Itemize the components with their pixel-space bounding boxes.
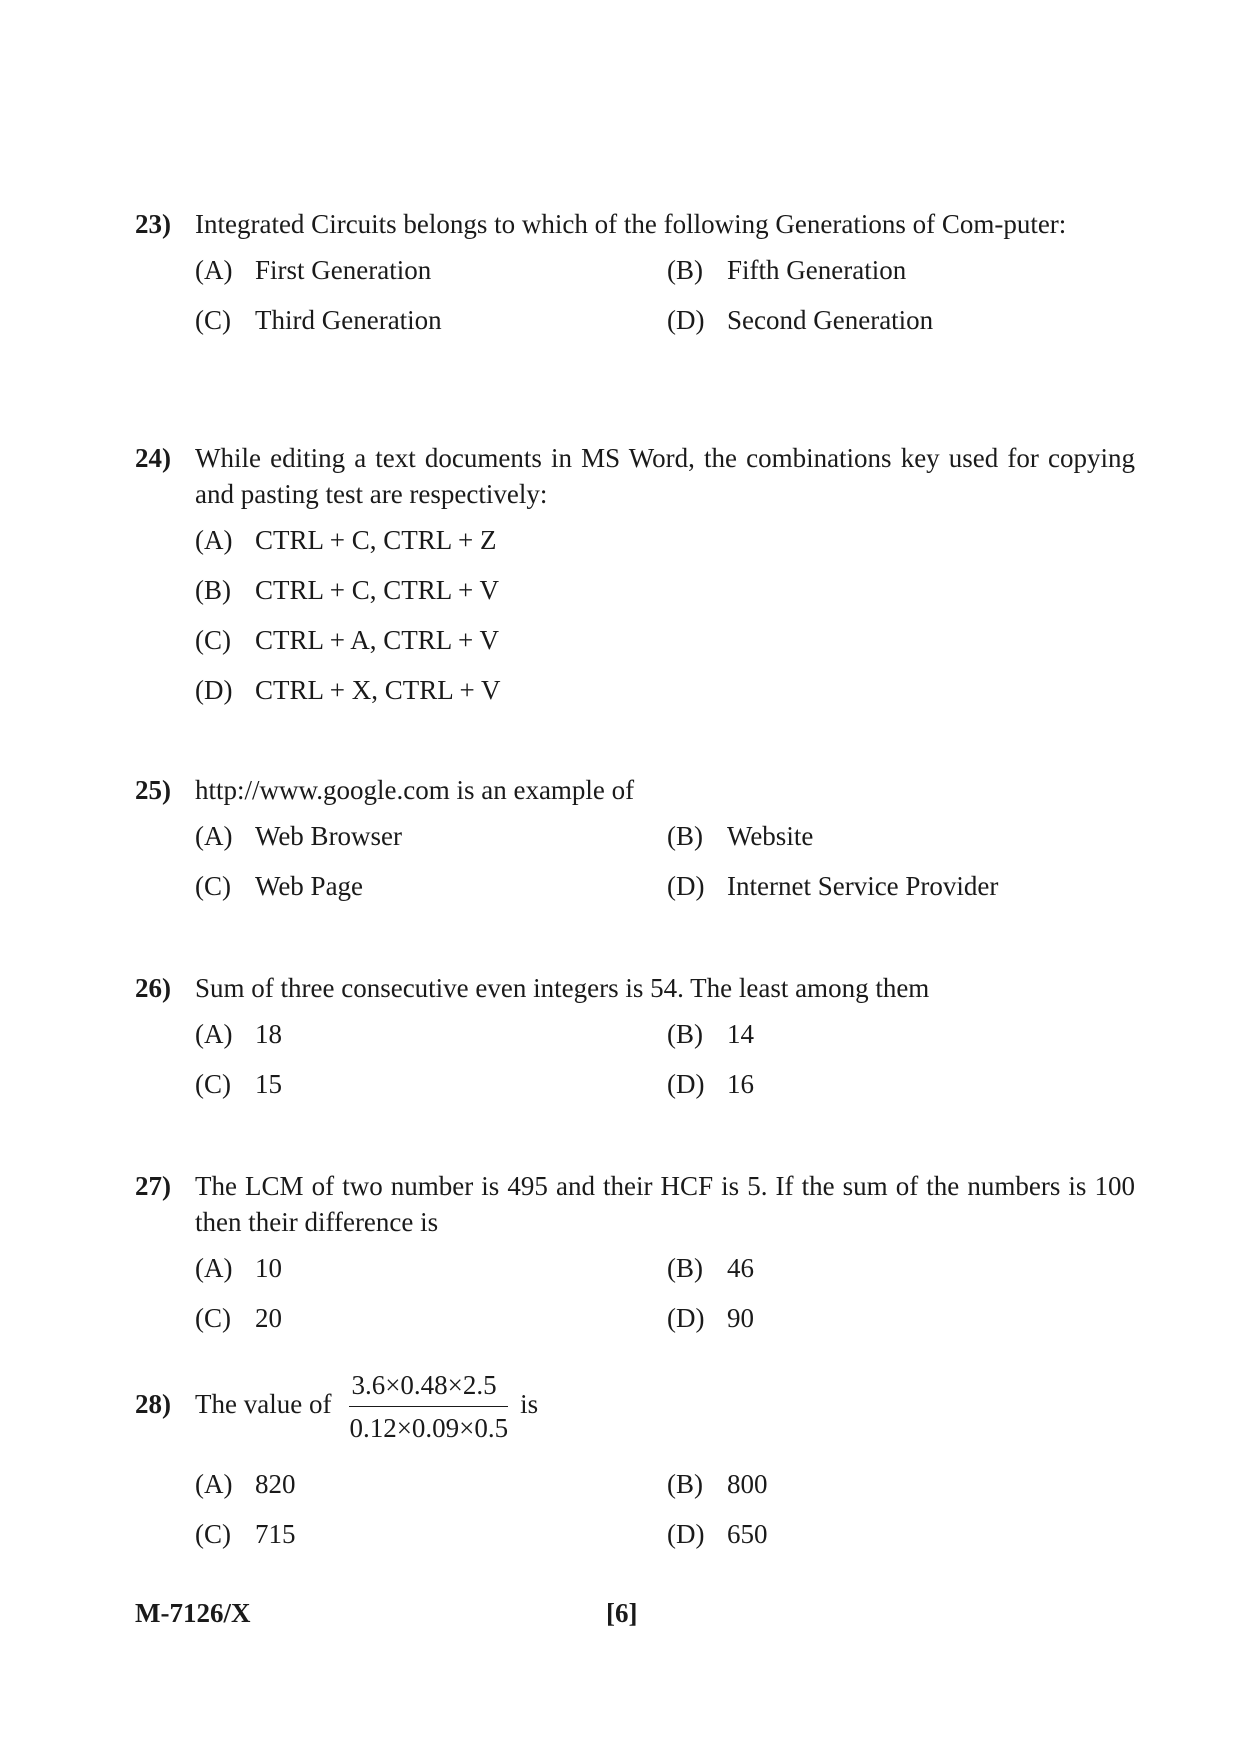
question-28 (135, 1366, 1135, 1566)
option-row (135, 1516, 1135, 1566)
option-row (135, 1066, 1135, 1116)
page-number: [6] (606, 1598, 638, 1628)
option-b[interactable]: (B) 14 (667, 1019, 754, 1049)
option-row (135, 622, 1135, 672)
option-d[interactable]: (D) Internet Service Provider (667, 871, 999, 901)
question-text-before: The value of (195, 1389, 332, 1419)
question-25 (135, 772, 1135, 918)
option-row (135, 1016, 1135, 1066)
fraction-numerator: 3.6×0.48×2.5 (349, 1368, 508, 1407)
footer-code: M-7126/X (135, 1598, 251, 1628)
question-number: 28) (135, 1389, 171, 1419)
fraction (349, 1368, 508, 1445)
question-text: Integrated Circuits belongs to which of the following Generations of Com-puter: (195, 209, 1067, 239)
question-text: Sum of three consecutive even integers is 54. The least among them (195, 973, 930, 1003)
question-stem (135, 1168, 1135, 1240)
option-row (135, 572, 1135, 622)
option-d[interactable]: (D) 650 (667, 1519, 768, 1549)
question-23 (135, 206, 1135, 352)
option-c[interactable]: (C) 20 (195, 1303, 282, 1333)
option-a[interactable]: (A) CTRL + C, CTRL + Z (195, 525, 497, 555)
option-d[interactable]: (D) CTRL + X, CTRL + V (195, 675, 501, 705)
option-b[interactable]: (B) Fifth Generation (667, 255, 907, 285)
option-b[interactable]: (B) 46 (667, 1253, 754, 1283)
option-c[interactable]: (C) Third Generation (195, 305, 442, 335)
question-text-after: is (520, 1389, 539, 1419)
option-row (135, 868, 1135, 918)
option-a[interactable]: (A) First Generation (195, 255, 432, 285)
question-text (195, 1366, 1135, 1445)
question-text: While editing a text documents in MS Word, the combinations key used for copying and pasting test are respectively: (195, 443, 1135, 509)
question-number: 24) (135, 443, 171, 473)
question-number: 27) (135, 1171, 171, 1201)
question-number: 26) (135, 973, 171, 1003)
question-stem (135, 772, 1135, 808)
option-c[interactable]: (C) 15 (195, 1069, 282, 1099)
option-c[interactable]: (C) CTRL + A, CTRL + V (195, 625, 499, 655)
question-text: http://www.google.com is an example of (195, 775, 635, 805)
option-c[interactable]: (C) Web Page (195, 871, 364, 901)
option-b[interactable]: (B) 800 (667, 1469, 768, 1499)
option-d[interactable]: (D) 16 (667, 1069, 754, 1099)
option-d[interactable]: (D) Second Generation (667, 305, 934, 335)
option-row (135, 1250, 1135, 1300)
option-row (135, 522, 1135, 572)
question-number: 25) (135, 775, 171, 805)
option-d[interactable]: (D) 90 (667, 1303, 754, 1333)
question-number: 23) (135, 209, 171, 239)
fraction-denominator: 0.12×0.09×0.5 (349, 1413, 509, 1444)
option-row (135, 302, 1135, 352)
option-a[interactable]: (A) 820 (195, 1469, 296, 1499)
option-row (135, 672, 1135, 722)
option-a[interactable]: (A) Web Browser (195, 821, 403, 851)
question-stem (135, 1366, 1135, 1442)
question-text: The LCM of two number is 495 and their HCF is 5. If the sum of the numbers is 100 then their difference is (195, 1171, 1135, 1237)
question-24 (135, 440, 1135, 722)
question-stem (135, 970, 1135, 1006)
option-row (135, 818, 1135, 868)
question-26 (135, 970, 1135, 1116)
question-stem (135, 440, 1135, 512)
question-stem (135, 206, 1135, 242)
option-row (135, 252, 1135, 302)
option-row (135, 1466, 1135, 1516)
option-row (135, 1300, 1135, 1350)
option-c[interactable]: (C) 715 (195, 1519, 296, 1549)
question-27 (135, 1168, 1135, 1350)
option-a[interactable]: (A) 10 (195, 1253, 282, 1283)
option-b[interactable]: (B) Website (667, 821, 814, 851)
option-b[interactable]: (B) CTRL + C, CTRL + V (195, 575, 499, 605)
option-a[interactable]: (A) 18 (195, 1019, 282, 1049)
